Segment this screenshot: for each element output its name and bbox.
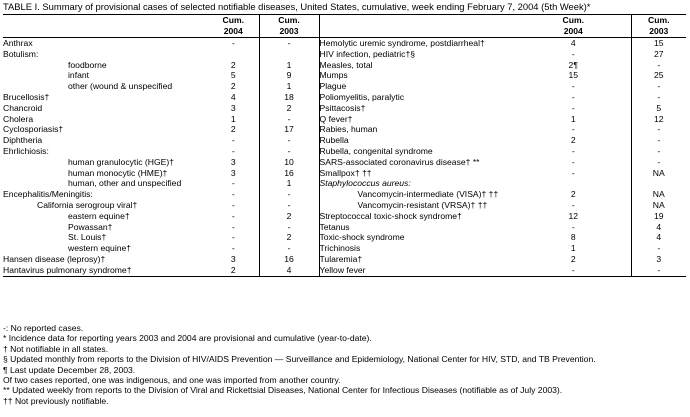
disease-name: Psittacosis†: [319, 102, 366, 113]
disease-name: Staphylococcus aureus:: [319, 178, 411, 189]
cum-2003-value: -: [657, 145, 661, 156]
cum-2003-value: -: [657, 264, 661, 275]
table-row: [3, 60, 686, 71]
disease-name: Chancroid: [3, 102, 43, 113]
cum-2003-value: 2: [259, 211, 319, 222]
cum-2004-value: -: [516, 265, 631, 276]
cum-2003-value: 12: [653, 113, 664, 124]
cum-2004-value: -: [208, 232, 259, 243]
disease-name: Plague: [319, 81, 347, 92]
cum-2004-value: 2: [208, 81, 259, 92]
cum-2004-value: -: [516, 146, 631, 157]
cum-2004-value: -: [516, 157, 631, 168]
cum-2003-value: -: [657, 156, 661, 167]
disease-name: Tetanus: [319, 221, 350, 232]
cum-2003-value: -: [657, 59, 661, 70]
cum-2004-value: 5: [208, 70, 259, 81]
disease-name: Cholera: [3, 113, 34, 124]
disease-name: Diphtheria: [3, 135, 43, 146]
table-row: [3, 243, 686, 254]
cum-2003-value: -: [259, 243, 319, 254]
cum-2004-value: -: [516, 92, 631, 103]
cum-2004-value: 4: [208, 92, 259, 103]
col-header-left-2004: Cum. 2004: [208, 15, 259, 38]
footnote: ** Updated weekly from reports to the Division of Viral and Rickettsial Diseases, National Center for Infectious Diseases (notifiable as of July 2003).: [3, 385, 563, 396]
cum-2003-value: 1: [259, 178, 319, 189]
cum-2003-value: 4: [259, 265, 319, 276]
cum-2004-value: 2: [208, 265, 259, 276]
cum-2004-value: 2: [516, 135, 631, 146]
table-row: [3, 200, 686, 211]
cum-2004-value: 1: [516, 243, 631, 254]
disease-name: human granulocytic (HGE)†: [68, 156, 175, 167]
cum-2003-value: 5: [656, 102, 662, 113]
cum-2004-value: [516, 178, 631, 189]
cum-2004-value: -: [516, 49, 631, 60]
disease-name: Hantavirus pulmonary syndrome†: [3, 264, 132, 275]
cum-2004-value: -: [516, 103, 631, 114]
disease-name: foodborne: [68, 59, 107, 70]
table-row: [3, 189, 686, 200]
cum-2004-value: 12: [516, 211, 631, 222]
disease-name: Streptococcal toxic-shock syndrome†: [319, 210, 462, 221]
cum-2004-value: 4: [516, 38, 631, 49]
cum-2003-value: [259, 49, 319, 60]
cum-2004-value: 3: [208, 168, 259, 179]
disease-name: Trichinosis: [319, 243, 361, 254]
cum-2003-value: -: [657, 91, 661, 102]
disease-name: St. Louis†: [68, 232, 107, 243]
cum-2004-value: -: [516, 200, 631, 211]
cum-2004-value: 1: [516, 114, 631, 125]
disease-name: Anthrax: [3, 38, 33, 48]
cum-2004-value: -: [516, 124, 631, 135]
table-row: [3, 135, 686, 146]
cum-2003-value: 2: [259, 232, 319, 243]
table-row: [3, 103, 686, 114]
cum-2004-value: [208, 49, 259, 60]
cum-2004-value: -: [208, 243, 259, 254]
cum-2004-value: 3: [208, 103, 259, 114]
cum-2004-value: 2: [516, 254, 631, 265]
footnote: † Not notifiable in all states.: [3, 343, 109, 354]
disease-name: SARS-associated coronavirus disease† **: [319, 156, 480, 167]
cum-2004-value: -: [208, 222, 259, 233]
cum-2003-value: -: [657, 81, 661, 92]
table-row: [3, 146, 686, 157]
cum-2004-value: -: [208, 211, 259, 222]
disease-name: Cyclosporiasis†: [3, 124, 64, 135]
cum-2003-value: [631, 178, 686, 189]
footnote: § Updated monthly from reports to the Division of HIV/AIDS Prevention — Surveillance and Epidemiology, National Center for HIV, STD, and TB Prevention.: [3, 354, 596, 365]
cum-2003-value: 15: [653, 38, 664, 48]
cum-2003-value: 3: [656, 253, 662, 264]
cum-2004-value: -: [516, 222, 631, 233]
disease-name: Powassan†: [68, 221, 113, 232]
disease-name: Hemolytic uremic syndrome, postdiarrheal†: [319, 38, 485, 48]
cum-2003-value: -: [259, 222, 319, 233]
table-row: [3, 265, 686, 276]
cum-2004-value: 1: [208, 114, 259, 125]
disease-name: Botulism:: [3, 48, 39, 59]
disease-name: other (wound & unspecified: [68, 81, 173, 92]
cum-2004-value: 2: [208, 60, 259, 71]
disease-name: Rubella, congenital syndrome: [319, 145, 433, 156]
disease-name: Rabies, human: [319, 124, 378, 135]
disease-name: human monocytic (HME)†: [68, 167, 168, 178]
cum-2003-value: 25: [653, 70, 664, 81]
notifiable-diseases-table: [3, 14, 686, 277]
table-row: [3, 114, 686, 125]
cum-2003-value: 18: [259, 92, 319, 103]
cum-2004-value: 2¶: [516, 60, 631, 71]
cum-2003-value: 4: [656, 232, 662, 243]
cum-2004-value: -: [208, 135, 259, 146]
table-title: TABLE I. Summary of provisional cases of selected notifiable diseases, United States, cumulative, week ending February 7, 2004 (5th Week)*: [3, 1, 591, 12]
cum-2003-value: 27: [653, 48, 664, 59]
col-header-right-2003: Cum. 2003: [631, 15, 686, 38]
cum-2004-value: 3: [208, 254, 259, 265]
cum-2003-value: 10: [259, 157, 319, 168]
footnote: * Incidence data for reporting years 2003 and 2004 are provisional and cumulative (year-to-date).: [3, 333, 372, 344]
footnotes: [3, 323, 596, 406]
cum-2004-value: 2: [208, 124, 259, 135]
cum-2003-value: 17: [259, 124, 319, 135]
cum-2004-value: 3: [208, 157, 259, 168]
cum-2003-value: NA: [652, 199, 665, 210]
table-row: [3, 178, 686, 189]
cum-2004-value: -: [208, 38, 259, 49]
cum-2004-value: -: [208, 189, 259, 200]
cum-2003-value: -: [259, 135, 319, 146]
table-row: [3, 168, 686, 179]
table-row: [3, 70, 686, 81]
footnote: †† Not previously notifiable.: [3, 395, 109, 406]
disease-name: HIV infection, pediatric†§: [319, 48, 416, 59]
disease-name: Yellow fever: [319, 264, 366, 275]
disease-name: Brucellosis†: [3, 91, 50, 102]
disease-name: infant: [68, 70, 90, 81]
cum-2003-value: 19: [653, 210, 664, 221]
disease-name: California serogroup viral†: [37, 199, 138, 210]
disease-name: Poliomyelitis, paralytic: [319, 91, 405, 102]
table-row: [3, 38, 686, 49]
disease-name: Smallpox† ††: [319, 167, 372, 178]
cum-2004-value: 8: [516, 232, 631, 243]
disease-name: Encephalitis/Meningitis:: [3, 189, 93, 200]
disease-name: Vancomycin-intermediate (VISA)† ††: [357, 189, 499, 200]
disease-name: Q fever†: [319, 113, 353, 124]
footnote: -: No reported cases.: [3, 323, 84, 333]
disease-name: western equine†: [68, 243, 132, 254]
table-row: [3, 222, 686, 233]
disease-name: human, other and unspecified: [68, 178, 182, 189]
cum-2004-value: -: [208, 200, 259, 211]
cum-2003-value: 2: [259, 103, 319, 114]
footnote: ¶ Last update December 28, 2003.: [3, 364, 136, 375]
table-row: [3, 92, 686, 103]
cum-2003-value: -: [259, 146, 319, 157]
cum-2003-value: NA: [652, 189, 665, 200]
cum-2003-value: 4: [656, 221, 662, 232]
table-row: [3, 232, 686, 243]
cum-2003-value: -: [657, 135, 661, 146]
cum-2003-value: -: [259, 114, 319, 125]
col-header-left-2003: Cum. 2003: [259, 15, 319, 38]
table-row: [3, 254, 686, 265]
cum-2003-value: -: [259, 189, 319, 200]
cum-2003-value: 16: [259, 168, 319, 179]
disease-name: Ehrlichiosis:: [3, 145, 49, 156]
cum-2003-value: 1: [259, 81, 319, 92]
header-row: [3, 15, 686, 38]
cum-2004-value: -: [516, 168, 631, 179]
disease-name: Rubella: [319, 135, 349, 146]
cum-2003-value: -: [657, 243, 661, 254]
disease-name: eastern equine†: [68, 210, 130, 221]
footnote: Of two cases reported, one was indigenous, and one was imported from another country.: [3, 375, 341, 386]
disease-name: Tularemia†: [319, 253, 363, 264]
cum-2003-value: NA: [652, 167, 665, 178]
cum-2004-value: 2: [516, 189, 631, 200]
cum-2004-value: -: [208, 146, 259, 157]
disease-name: Toxic-shock syndrome: [319, 232, 405, 243]
cum-2003-value: 9: [259, 70, 319, 81]
cum-2003-value: 16: [259, 254, 319, 265]
disease-name: Measles, total: [319, 59, 373, 70]
table-row: [3, 157, 686, 168]
table-row: [3, 124, 686, 135]
cum-2003-value: -: [657, 124, 661, 135]
disease-name: Mumps: [319, 70, 348, 81]
cum-2004-value: 15: [516, 70, 631, 81]
table-row: [3, 49, 686, 60]
disease-name: Hansen disease (leprosy)†: [3, 253, 106, 264]
cum-2003-value: -: [259, 38, 319, 49]
disease-name: Vancomycin-resistant (VRSA)† ††: [357, 199, 488, 210]
cum-2003-value: 1: [259, 60, 319, 71]
table-row: [3, 81, 686, 92]
table-row: [3, 211, 686, 222]
col-header-right-2004: Cum. 2004: [516, 15, 631, 38]
cum-2004-value: -: [208, 178, 259, 189]
cum-2003-value: -: [259, 200, 319, 211]
cum-2004-value: -: [516, 81, 631, 92]
